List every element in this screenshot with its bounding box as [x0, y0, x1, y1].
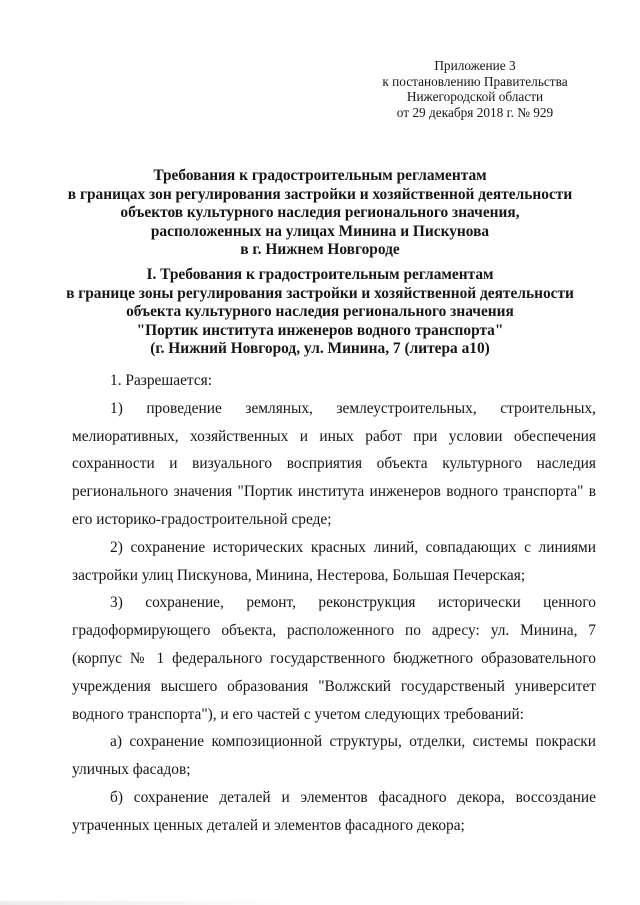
paragraph-line: градоформирующего объекта, расположенного по адресу: ул. Минина, 7: [72, 622, 596, 640]
section-title-line: объекта культурного наследия регионального значения: [126, 303, 514, 321]
title-line: в г. Нижнем Новгороде: [240, 241, 400, 259]
section-title-line: в границе зоны регулирования застройки и хозяйственной деятельности: [66, 284, 574, 302]
paragraph-line: его историко-градостроительной среде;: [72, 510, 332, 528]
section-title-line: I. Требования к градостроительным регламентам: [146, 266, 494, 283]
paragraph-permitted: [72, 367, 596, 395]
document-title: [40, 167, 600, 260]
title-line: объектов культурного наследия регионального значения,: [120, 204, 520, 222]
paragraph-line: сохранности и визуального восприятия объекта культурного наследия: [72, 455, 596, 473]
paragraph-line: водного транспорта"), и его частей с учетом следующих требований:: [72, 705, 524, 723]
appendix-reference: к постановлению Правительства: [382, 73, 568, 89]
document-body: [72, 367, 596, 840]
appendix-date: от 29 декабря 2018 г. № 929: [396, 104, 554, 120]
title-line: в границах зон регулирования застройки и хозяйственной деятельности: [67, 185, 573, 203]
paragraph-line: утраченных ценных деталей и элементов фасадного декора;: [72, 816, 465, 834]
section-title: [40, 266, 600, 359]
paragraph-line: б) сохранение деталей и элементов фасадного декора, воссоздание: [110, 788, 596, 806]
paragraph-item-3: [72, 589, 596, 728]
paragraph-line: 1) проведение земляных, землеустроительных, строительных,: [110, 399, 596, 417]
paragraph-item-2: [72, 534, 596, 590]
appendix-number: Приложение 3: [434, 58, 516, 73]
paragraph-line: 2) сохранение исторических красных линий, совпадающих с линиями: [110, 538, 596, 556]
paragraph-line: 3) сохранение, ремонт, реконструкция исторически ценного: [110, 594, 596, 612]
paragraph-line: застройки улиц Пискунова, Минина, Нестерова, Большая Печерская;: [72, 566, 526, 584]
appendix-region: Нижегородской области: [406, 89, 544, 105]
paragraph-line: (корпус № 1 федерального государственного бюджетного образовательного: [72, 649, 596, 667]
paragraph-line: 1. Разрешается:: [110, 372, 213, 389]
paragraph-subitem-a: [72, 728, 596, 784]
section-title-line: "Портик института инженеров водного транспорта": [136, 321, 504, 339]
paragraph-line: учреждения высшего образования "Волжский государственый университет: [72, 677, 596, 695]
paragraph-subitem-b: [72, 784, 596, 840]
paragraph-line: уличных фасадов;: [72, 761, 191, 779]
title-line: расположенных на улицах Минина и Пискунова: [150, 222, 490, 240]
scan-edge-shadow: [0, 901, 300, 905]
appendix-header: [360, 58, 590, 120]
paragraph-line: а) сохранение композиционной структуры, отделки, системы покраски: [110, 733, 596, 751]
paragraph-line: регионального значения "Портик института инженеров водного транспорта" в: [72, 483, 596, 501]
paragraph-line: мелиоративных, хозяйственных и иных работ при условии обеспечения: [72, 427, 596, 445]
paragraph-item-1: [72, 395, 596, 534]
title-line: Требования к градостроительным регламентам: [153, 167, 487, 184]
section-title-line: (г. Нижний Новгород, ул. Минина, 7 (литера а10): [150, 340, 490, 358]
